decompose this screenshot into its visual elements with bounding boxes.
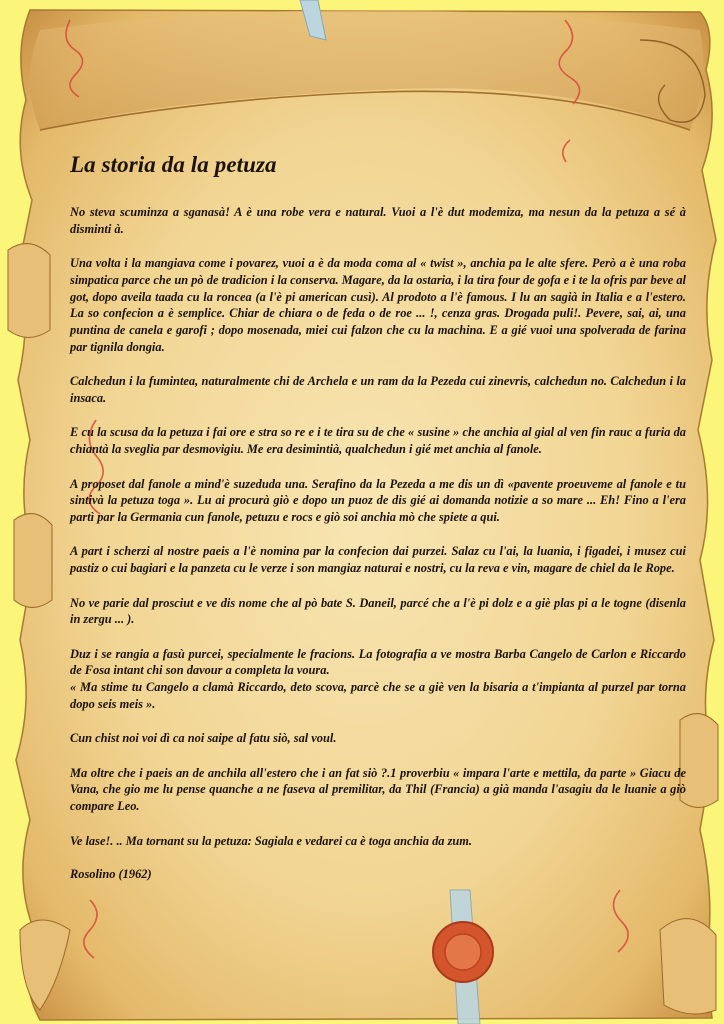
wax-seal-icon — [433, 922, 493, 982]
paragraph-4: E cu la scusa da la petuza i fai ore e stra so re e i te tira su de che « susine » che anchia al gial al ven fin rauc a furia da chiantà la sveglia par desmovigiu. Me era desimintià, qualchedun i gié met anchia al fanole. — [70, 425, 686, 457]
paragraph-2: Una volta i la mangiava come i povarez, vuoi a è da moda coma al « twist », anchia pa le alte sfere. Però a è una roba simpatica parce che un pò de tradicion i la conserva. Magare, da la ostaria, i la tira four de gofa e i te la ofris par beve al got, dopo aveila taada cu la roncea (a l'è pi american cusì). Al prodoto a l'è famous. I lu an sagià in Italia e a l'estero. La so confecion a è semplice. Chiar de chiara o de feda o de roe ... !, cenza gras. Drogada puli!. Pevere, sai, ai, una puntina de canela e garofi ; dopo mosenada, miei cui falzon che cu la machina. E a gié vuoi una spolverada de farina par tignila dongia. — [70, 256, 686, 355]
paragraph-12: Ve lase!. .. Ma tornant su la petuza: Sagiala e vedarei ca è toga anchia da zum. — [70, 833, 473, 848]
paragraph-10: Cun chist noi voi dì ca noi saipe al fatu siò, sal voul. — [70, 731, 337, 746]
signature: Rosolino (1962) — [70, 866, 152, 881]
paragraph-6: A part i scherzi al nostre paeis a l'è nomina par la confecion dai purzei. Salaz cu l'ai, la luania, i figadei, i musez cui pastiz o cui bagiari e la panzeta cu le verze i son mangiaz naturai e nostri, cu la reva e vin, magare de chiel da le Rope. — [70, 544, 686, 576]
paragraph-1: No steva scuminza a sganasà! A è una robe vera e natural. Vuoi a l'è dut modemiza, ma nesun da la petuza a sé à disminti à. — [70, 205, 686, 236]
document-content — [70, 152, 686, 882]
paragraph-9: « Ma stime tu Cangelo a clamà Riccardo, deto scova, parcè che se a giè ven la bisaria a t'impianta al purzel par torna dopo seis meis ». — [70, 680, 686, 712]
paragraph-8: Duz i se rangia a fasù purcei, specialmente le fracions. La fotografia a ve mostra Barba Cangelo de Carlon e Riccardo de Fosa intant chi son davour a completa la voura. — [70, 646, 686, 678]
paragraph-7: No ve parie dal prosciut e ve dis nome che al pò bate S. Daneil, parcé che a l'è pi dolz e a giè plas pi a le togne (disenla in zergu ... ). — [70, 595, 686, 627]
paragraph-11: Ma oltre che i paeis an de anchila all'estero che i an fat siò ?.1 proverbiu « impara l'arte e mettila, da parte » Giacu de Vana, che gio me lu pense quanche a ne faseva al premilitar, da Thil (Francia) a già manda l'asagiu da le luanie a giò compare Leo. — [70, 765, 686, 814]
document-title: La storia da la petuza — [70, 152, 277, 177]
paragraph-3: Calchedun i la fumintea, naturalmente chi de Archela e un ram da la Pezeda cui zinevris, calchedun no. Calchedun i la insaca. — [70, 374, 686, 406]
paragraph-5: A proposet dal fanole a mind'è suzeduda una. Serafino da la Pezeda a me dis un dì «pavente proeuveme al fanole e tu sintivà la petuza toga ». Lu ai procurà giò e dopo un puoz de dis gié ai domanda notizie a so mare ... Eh! Fino a l'era partì par la Germania cun fanole, petuzu e rocs e giò soi anchia mò che spiete a qui. — [70, 476, 686, 525]
